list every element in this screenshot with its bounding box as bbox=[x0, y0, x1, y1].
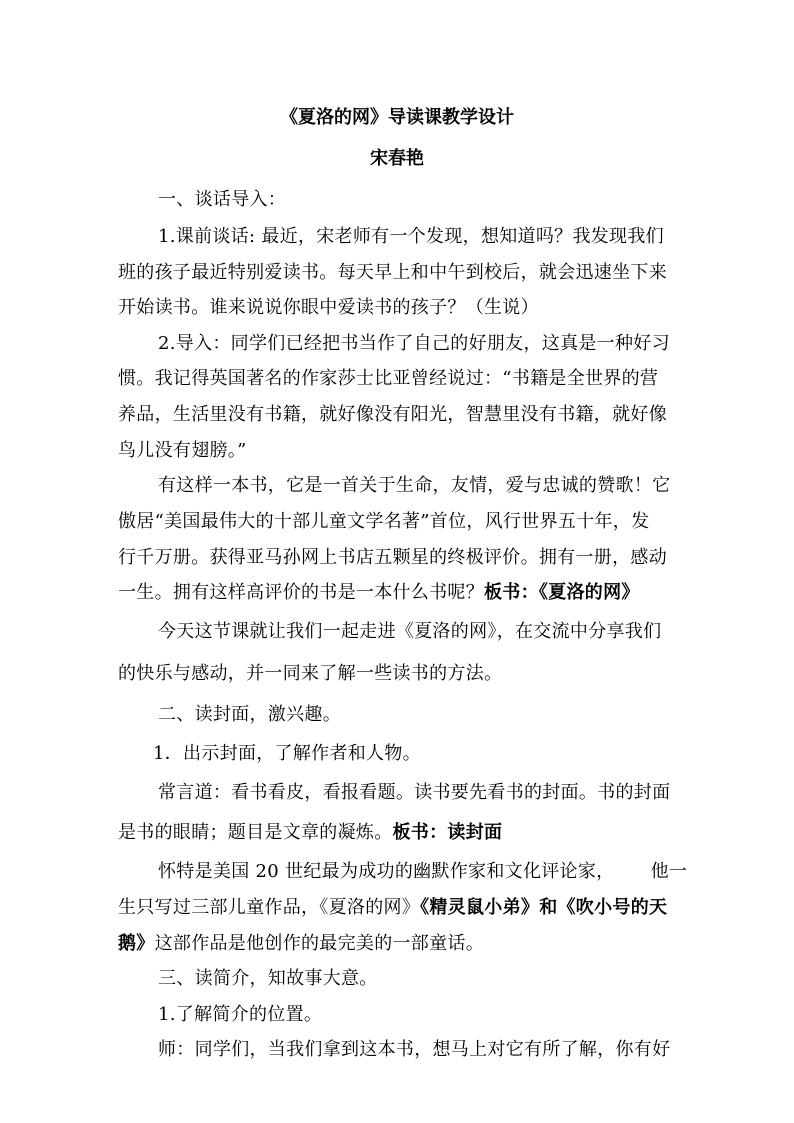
board-note: 板书：读封面 bbox=[392, 822, 503, 843]
document-author: 宋春艳 bbox=[370, 148, 424, 169]
paragraph-line bbox=[118, 581, 688, 605]
book-title-end: 鹅》 bbox=[118, 933, 155, 954]
paragraph-line: 今天这节课就让我们一起走进《夏洛的网》，在交流中分享我们 bbox=[158, 621, 662, 642]
paragraph-line: 1．出示封面，了解作者和人物。 bbox=[153, 743, 421, 764]
section-heading-2: 二、读封面，激兴趣。 bbox=[158, 704, 341, 725]
paragraph-line: 傲居“美国最伟大的十部儿童文学名著”首位，风行世界五十年，发 bbox=[118, 511, 650, 532]
paragraph-line: 1.课前谈话: 最近，宋老师有一个发现，想知道吗？我发现我们 bbox=[158, 226, 664, 247]
line-text: 是书的眼睛；题目是文章的凝炼。 bbox=[118, 822, 393, 843]
paragraph-line: 有这样一本书，它是一首关于生命，友情，爱与忠诚的赞歌！它 bbox=[158, 475, 671, 496]
paragraph-line: 养品，生活里没有书籍，就好像没有阳光，智慧里没有书籍，就好像 bbox=[118, 404, 667, 425]
line-text: 这部作品是他创作的最完美的一部童话。 bbox=[154, 933, 485, 954]
document-title: 《夏洛的网》导读课教学设计 bbox=[280, 107, 514, 128]
line-text: 生只写过三部儿童作品，《夏洛的网》 bbox=[118, 897, 421, 918]
paragraph-line: 师：同学们，当我们拿到这本书，想马上对它有所了解，你有好 bbox=[158, 1039, 671, 1060]
paragraph-line: 2.导入：同学们已经把书当作了自己的好朋友，这真是一种好习 bbox=[158, 333, 670, 354]
paragraph-line: 1.了解简介的位置。 bbox=[158, 1004, 323, 1025]
paragraph-line: 行千万册。获得亚马孙网上书店五颗星的终极评价。拥有一册，感动 bbox=[118, 547, 667, 568]
paragraph-line bbox=[118, 896, 688, 920]
paragraph-line: 常言道：看书看皮，看报看题。读书要先看书的封面。书的封面 bbox=[158, 782, 671, 803]
book-titles: 《精灵鼠小弟》和《吹小号的天 bbox=[420, 897, 668, 918]
section-heading-3: 三、读简介，知故事大意。 bbox=[158, 968, 378, 989]
section-heading-1: 一、谈话导入： bbox=[158, 189, 287, 210]
board-note: 板书：《夏洛的网》 bbox=[484, 582, 640, 603]
paragraph-line: 惯。我记得英国著名的作家莎士比亚曾经说过：“书籍是全世界的营 bbox=[118, 368, 659, 389]
paragraph-line bbox=[118, 821, 688, 845]
paragraph-line bbox=[118, 932, 688, 956]
paragraph-line: 怀特是美国 20 世纪最为成功的幽默作家和文化评论家， 他一 bbox=[158, 861, 688, 882]
line-text: 一生。拥有这样高评价的书是一本什么书呢？ bbox=[118, 582, 484, 603]
paragraph-line: 开始读书。谁来说说你眼中爱读书的孩子？（生说） bbox=[118, 297, 539, 318]
paragraph-line: 鸟儿没有翅膀。” bbox=[118, 440, 247, 461]
paragraph-line: 班的孩子最近特别爱读书。每天早上和中午到校后，就会迅速坐下来 bbox=[118, 262, 667, 283]
paragraph-line: 的快乐与感动，并一同来了解一些读书的方法。 bbox=[118, 663, 503, 684]
